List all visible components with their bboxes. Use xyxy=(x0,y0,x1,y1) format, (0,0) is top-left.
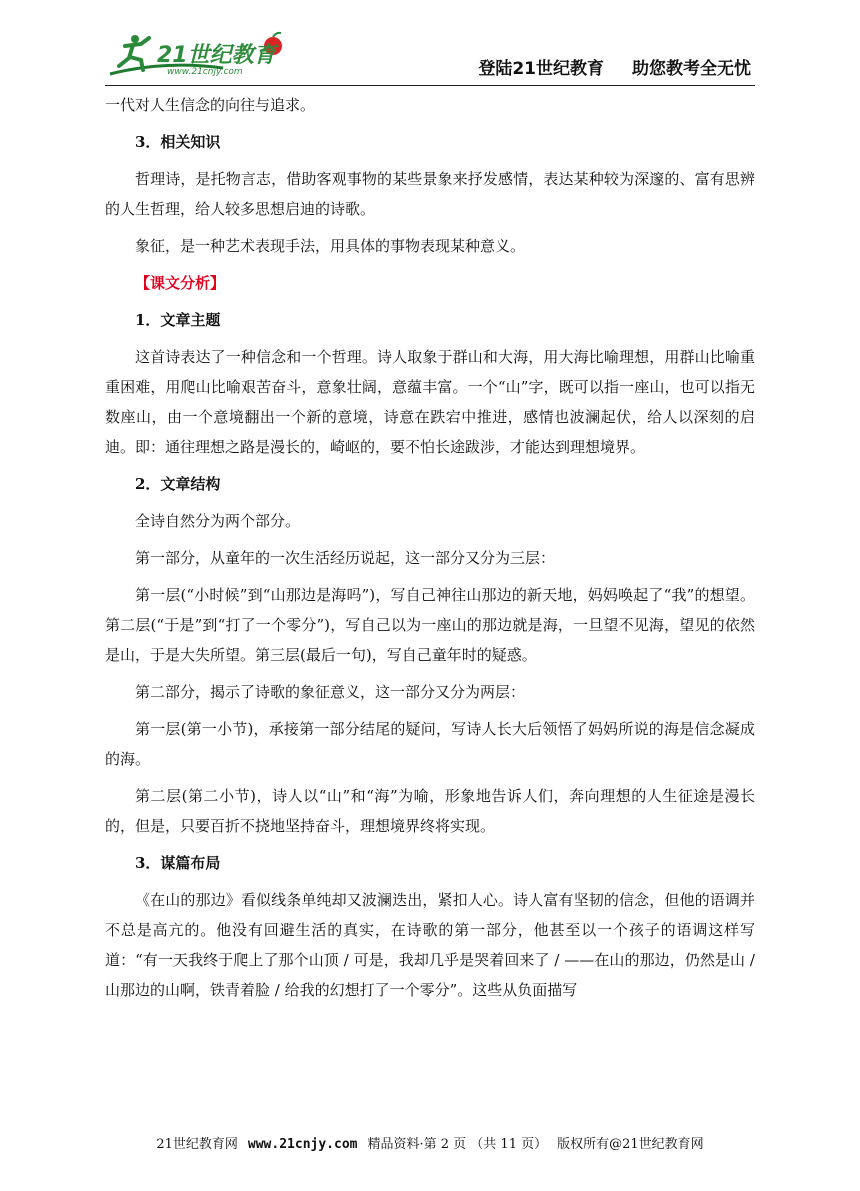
paragraph-part-one: 第一部分，从童年的一次生活经历说起，这一部分又分为三层： xyxy=(135,549,556,567)
heading-theme: 1．文章主题 xyxy=(135,311,221,329)
site-logo[interactable] xyxy=(105,30,305,80)
svg-text:www.21cnjy.com: www.21cnjy.com xyxy=(167,67,243,77)
paragraph-structure-intro: 全诗自然分为两个部分。 xyxy=(135,512,301,530)
paragraph-philosophical-poem: 哲理诗，是托物言志，借助客观事物的某些景象来抒发感情，表达某种较为深邃的、富有思辨的人生哲理，给人较多思想启迪的诗歌。 xyxy=(105,170,755,218)
section-heading-text-analysis: 【课文分析】 xyxy=(135,274,226,292)
paragraph-theme: 这首诗表达了一种信念和一个哲理。诗人取象于群山和大海，用大海比喻理想，用群山比喻重重困难，用爬山比喻艰苦奋斗，意象壮阔，意蕴丰富。一个“山”字，既可以指一座山，也可以指无数座山，由一个意境翻出一个新的意境，诗意在跌宕中推进，感情也波澜起伏，给人以深刻的启迪。即：通往理想之路是漫长的，崎岖的，要不怕长途跋涉，才能达到理想境界。 xyxy=(105,348,755,456)
paragraph-part-one-layers: 第一层(“小时候”到“山那边是海吗”)，写自己神往山那边的新天地，妈妈唤起了“我”的想望。第二层(“于是”到“打了一个零分”)，写自己以为一座山的那边就是海，一旦望不见海，望见的依然是山，于是大失所望。第三层(最后一句)，写自己童年时的疑惑。 xyxy=(105,586,755,664)
heading-related-knowledge: 3．相关知识 xyxy=(135,133,221,151)
document-body xyxy=(105,90,755,1012)
footer-copyright: 版权所有@21世纪教育网 xyxy=(557,1137,704,1152)
slogan-help: 助您教考全无忧 xyxy=(632,59,751,79)
header-slogan xyxy=(478,54,751,79)
paragraph-part-two: 第二部分，揭示了诗歌的象征意义，这一部分又分为两层： xyxy=(135,683,526,701)
heading-layout: 3．谋篇布局 xyxy=(135,854,221,872)
paragraph-part-two-layer-one: 第一层(第一小节)，承接第一部分结尾的疑问，写诗人长大后领悟了妈妈所说的海是信念凝成的海。 xyxy=(105,720,755,768)
paragraph-symbolism: 象征，是一种艺术表现手法，用具体的事物表现某种意义。 xyxy=(135,237,526,255)
paragraph-layout: 《在山的那边》看似线条单纯却又波澜迭出，紧扣人心。诗人富有坚韧的信念，但他的语调并不总是高亢的。他没有回避生活的真实，在诗歌的第一部分，他甚至以一个孩子的语调这样写道：“有一天我终于爬上了那个山顶 / 可是，我却几乎是哭着回来了 / ——在山的那边，仍然是山 / 山那边的山啊，铁青着脸 / 给我的幻想打了一个零分”。这些从负面描写 xyxy=(105,891,755,999)
footer-url-link[interactable]: www.21cnjy.com xyxy=(247,1137,358,1152)
svg-text:21世纪教育: 21世纪教育 xyxy=(157,43,276,68)
footer-page-info: 精品资料·第 2 页 （共 11 页） xyxy=(367,1137,548,1152)
heading-structure: 2．文章结构 xyxy=(135,475,221,493)
paragraph-continued: 一代对人生信念的向往与追求。 xyxy=(105,96,316,114)
header-divider xyxy=(105,85,755,86)
page-header xyxy=(105,24,755,84)
paragraph-part-two-layer-two: 第二层(第二小节)，诗人以“山”和“海”为喻，形象地告诉人们，奔向理想的人生征途是漫长的，但是，只要百折不挠地坚持奋斗，理想境界终将实现。 xyxy=(105,787,755,835)
page-footer xyxy=(0,1133,860,1152)
slogan-login: 登陆21世纪教育 xyxy=(478,59,604,79)
footer-site-name: 21世纪教育网 xyxy=(156,1137,238,1152)
runner-logo-icon xyxy=(105,30,305,80)
